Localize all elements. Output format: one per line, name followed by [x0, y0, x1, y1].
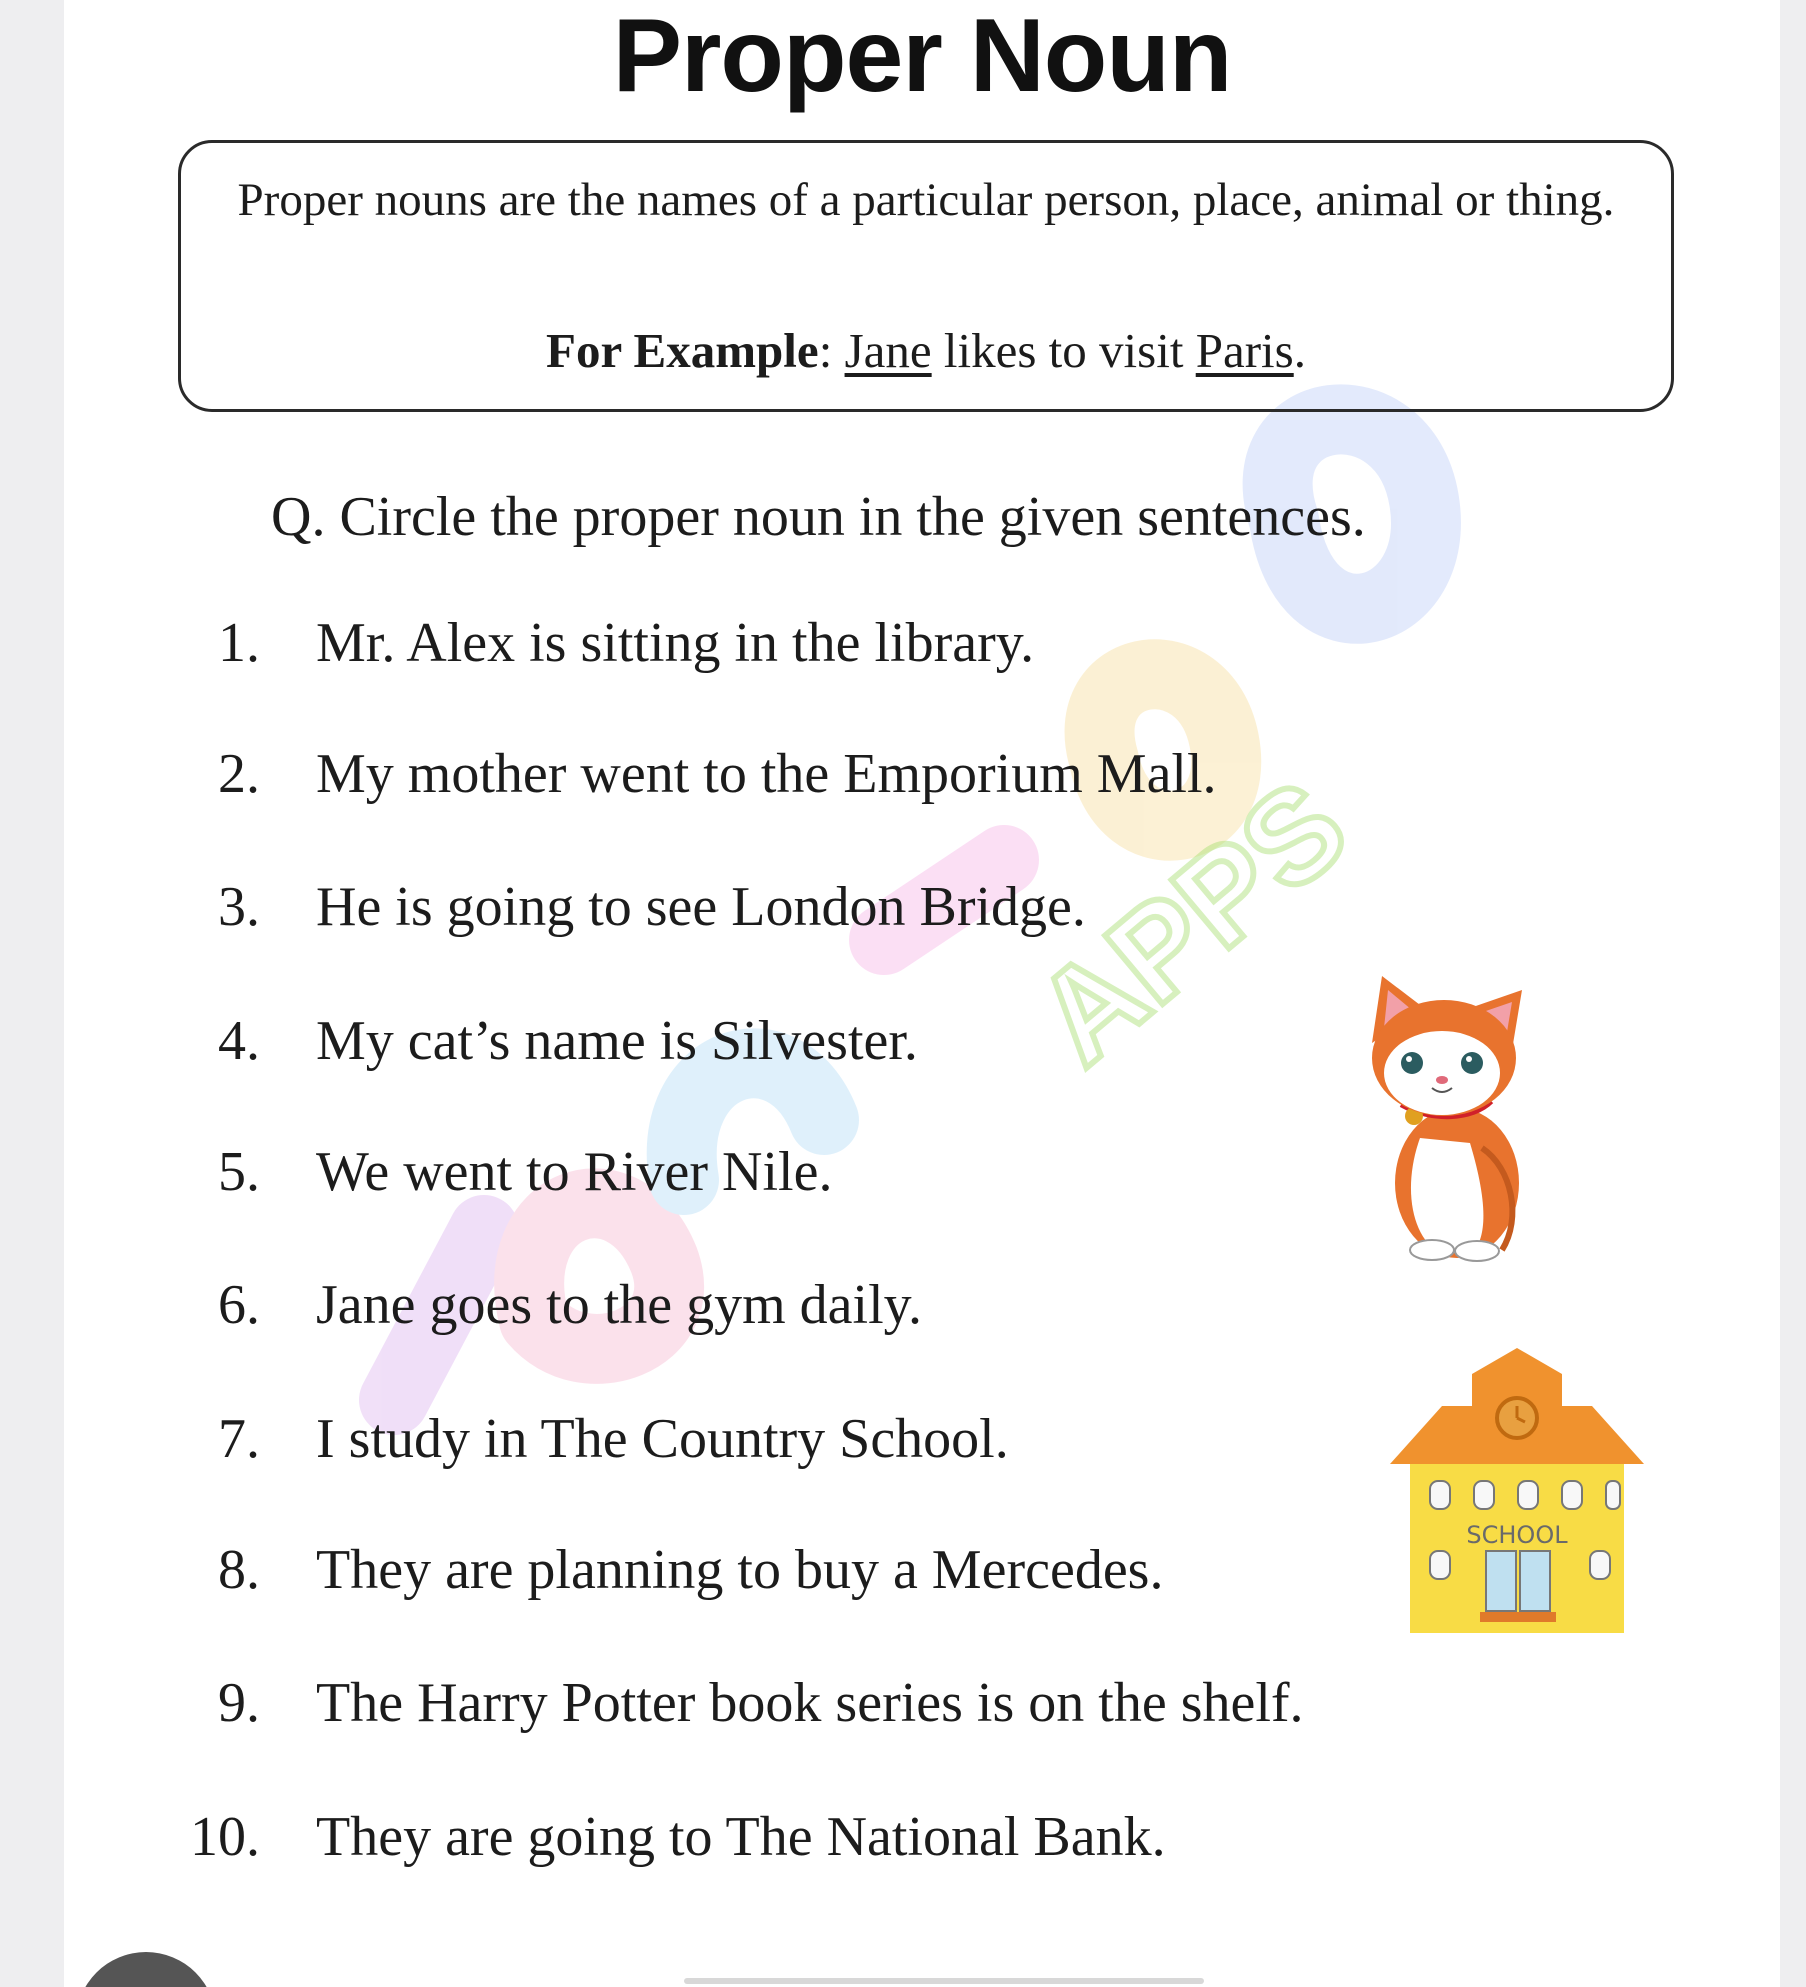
definition-box [178, 140, 1674, 412]
item-number: 5. [218, 1141, 260, 1203]
item-sentence: The Harry Potter book series is on the shelf. [316, 1672, 1304, 1734]
item-sentence: He is going to see London Bridge. [316, 876, 1086, 938]
school-sign: SCHOOL [1466, 1521, 1568, 1549]
bottom-avatar-circle [76, 1952, 216, 1987]
item-number: 3. [218, 876, 260, 938]
item-number: 9. [218, 1672, 260, 1734]
item-number: 8. [218, 1539, 260, 1601]
question-prompt: Q. Circle the proper noun in the given sentences. [271, 486, 1366, 548]
list-item [64, 1003, 1364, 1079]
item-number: 4. [218, 1010, 260, 1072]
example-end: . [1293, 323, 1306, 378]
school-illustration [1390, 1346, 1650, 1636]
example-line [181, 318, 1671, 384]
item-number: 6. [218, 1274, 260, 1336]
worksheet-page [64, 0, 1780, 1987]
definition-text: Proper nouns are the names of a particular person, place, animal or thing. [237, 174, 1615, 226]
item-number: 10. [190, 1806, 260, 1868]
item-sentence: They are planning to buy a Mercedes. [316, 1539, 1164, 1601]
item-number: 1. [218, 612, 260, 674]
list-item [64, 1532, 1364, 1608]
item-sentence: Jane goes to the gym daily. [316, 1274, 923, 1336]
bottom-divider [684, 1978, 1204, 1984]
example-middle: likes to visit [931, 323, 1196, 378]
list-item [64, 605, 1364, 681]
item-sentence: They are going to The National Bank. [316, 1806, 1166, 1868]
cat-illustration [1362, 968, 1542, 1268]
list-item [64, 1267, 1364, 1343]
page-title: Proper Noun [612, 0, 1232, 114]
example-label: For Example [546, 323, 819, 378]
list-item [64, 1401, 1364, 1477]
item-number: 7. [218, 1408, 260, 1470]
example-word-jane: Jane [844, 323, 932, 378]
item-sentence: My cat’s name is Silvester. [316, 1010, 918, 1072]
item-sentence: Mr. Alex is sitting in the library. [316, 612, 1035, 674]
item-number: 2. [218, 743, 260, 805]
list-item [64, 1134, 1364, 1210]
list-item [64, 1799, 1364, 1875]
list-item [64, 869, 1364, 945]
item-sentence: We went to River Nile. [316, 1141, 833, 1203]
list-item [64, 1665, 1364, 1741]
example-colon: : [818, 323, 833, 378]
example-word-paris: Paris [1195, 323, 1294, 378]
item-sentence: I study in The Country School. [316, 1408, 1009, 1470]
watermark-text: APPS [1008, 752, 1374, 1092]
list-item [64, 736, 1364, 812]
item-sentence: My mother went to the Emporium Mall. [316, 743, 1217, 805]
